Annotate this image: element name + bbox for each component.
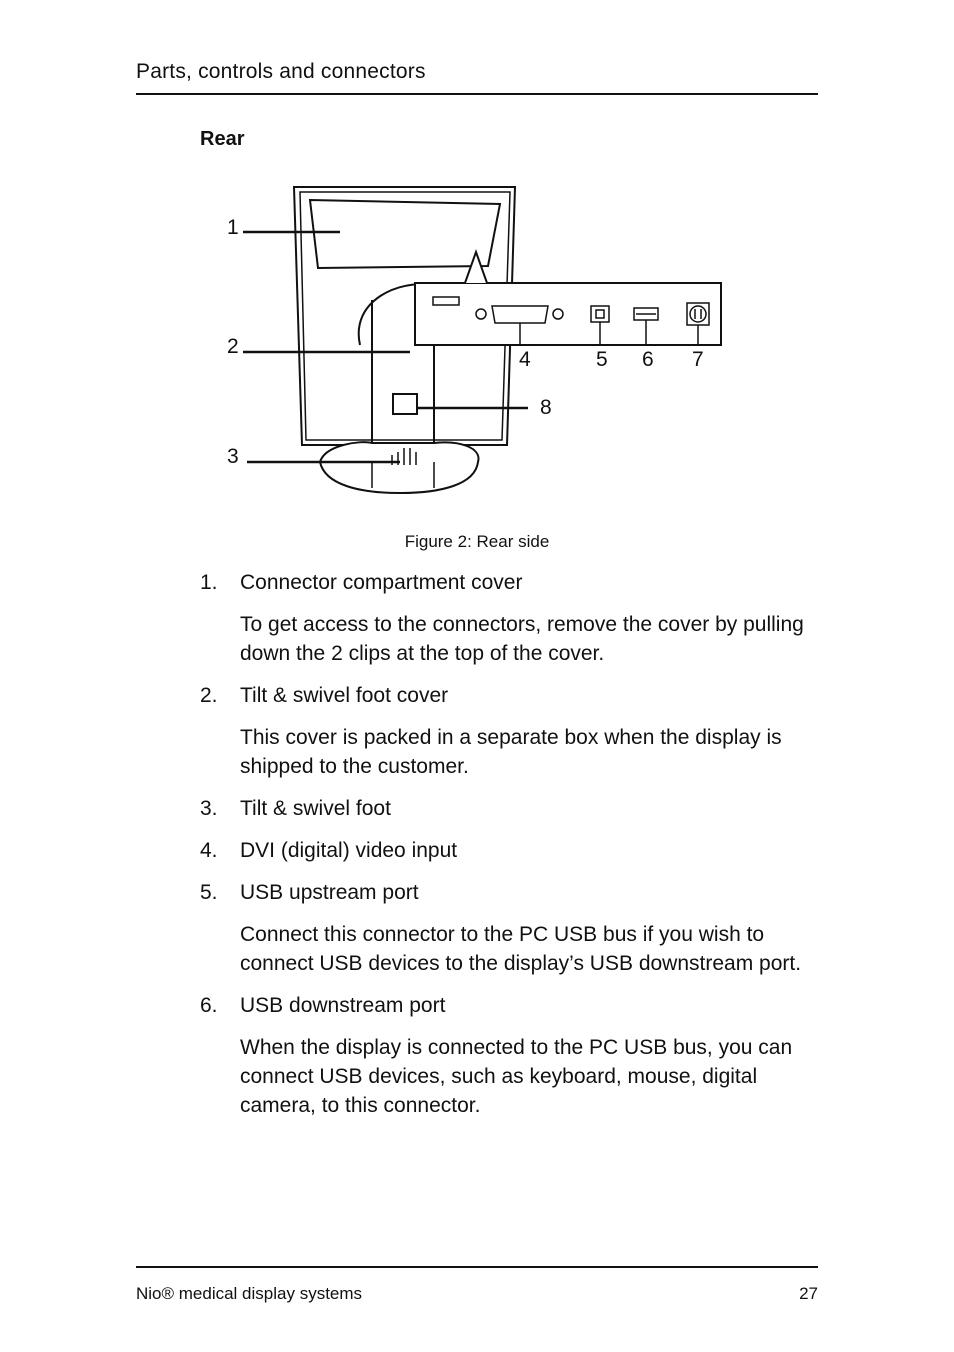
- rear-side-figure: [0, 0, 954, 560]
- page-number: 27: [799, 1284, 818, 1303]
- item-number: 4.: [200, 839, 218, 862]
- item-label: Tilt & swivel foot cover: [240, 684, 449, 707]
- list-item: [200, 681, 820, 781]
- item-description: Connect this connector to the PC USB bus if you wish to connect USB devices to the display’s USB downstream port.: [240, 923, 802, 975]
- section-title: Rear: [200, 128, 245, 150]
- foot-cover-tab: [393, 394, 417, 414]
- callout-3: 3: [227, 445, 239, 468]
- parts-list: [200, 568, 820, 1133]
- callout-8: 8: [540, 396, 552, 419]
- item-label: DVI (digital) video input: [240, 839, 458, 862]
- item-label: Connector compartment cover: [240, 571, 523, 594]
- item-number: 2.: [200, 684, 218, 707]
- callout-1: 1: [227, 216, 239, 239]
- callout-7: 7: [692, 348, 704, 371]
- callout-2: 2: [227, 335, 239, 358]
- list-item: [200, 794, 820, 823]
- list-item: [200, 991, 820, 1120]
- list-item: [200, 836, 820, 865]
- item-label: USB upstream port: [240, 881, 419, 904]
- item-number: 5.: [200, 881, 218, 904]
- item-label: USB downstream port: [240, 994, 446, 1017]
- list-item: [200, 568, 820, 668]
- item-description: To get access to the connectors, remove the cover by pulling down the 2 clips at the top of the cover.: [240, 613, 804, 665]
- item-description: When the display is connected to the PC USB bus, you can connect USB devices, such as keyboard, mouse, digital camera, to this connector.: [240, 1036, 793, 1117]
- item-number: 6.: [200, 994, 218, 1017]
- item-description: This cover is packed in a separate box when the display is shipped to the customer.: [240, 726, 782, 778]
- item-number: 3.: [200, 797, 218, 820]
- stand-foot: [320, 442, 478, 493]
- footer-divider: [136, 1266, 818, 1268]
- callout-4: 4: [519, 348, 531, 371]
- connector-panel: [415, 283, 721, 345]
- item-number: 1.: [200, 571, 218, 594]
- callout-6: 6: [642, 348, 654, 371]
- footer-product-name: Nio® medical display systems: [136, 1284, 363, 1303]
- item-label: Tilt & swivel foot: [240, 797, 391, 820]
- figure-caption: Figure 2: Rear side: [404, 532, 550, 551]
- page-header-title: Parts, controls and connectors: [136, 60, 426, 83]
- list-item: [200, 878, 820, 978]
- callout-5: 5: [596, 348, 608, 371]
